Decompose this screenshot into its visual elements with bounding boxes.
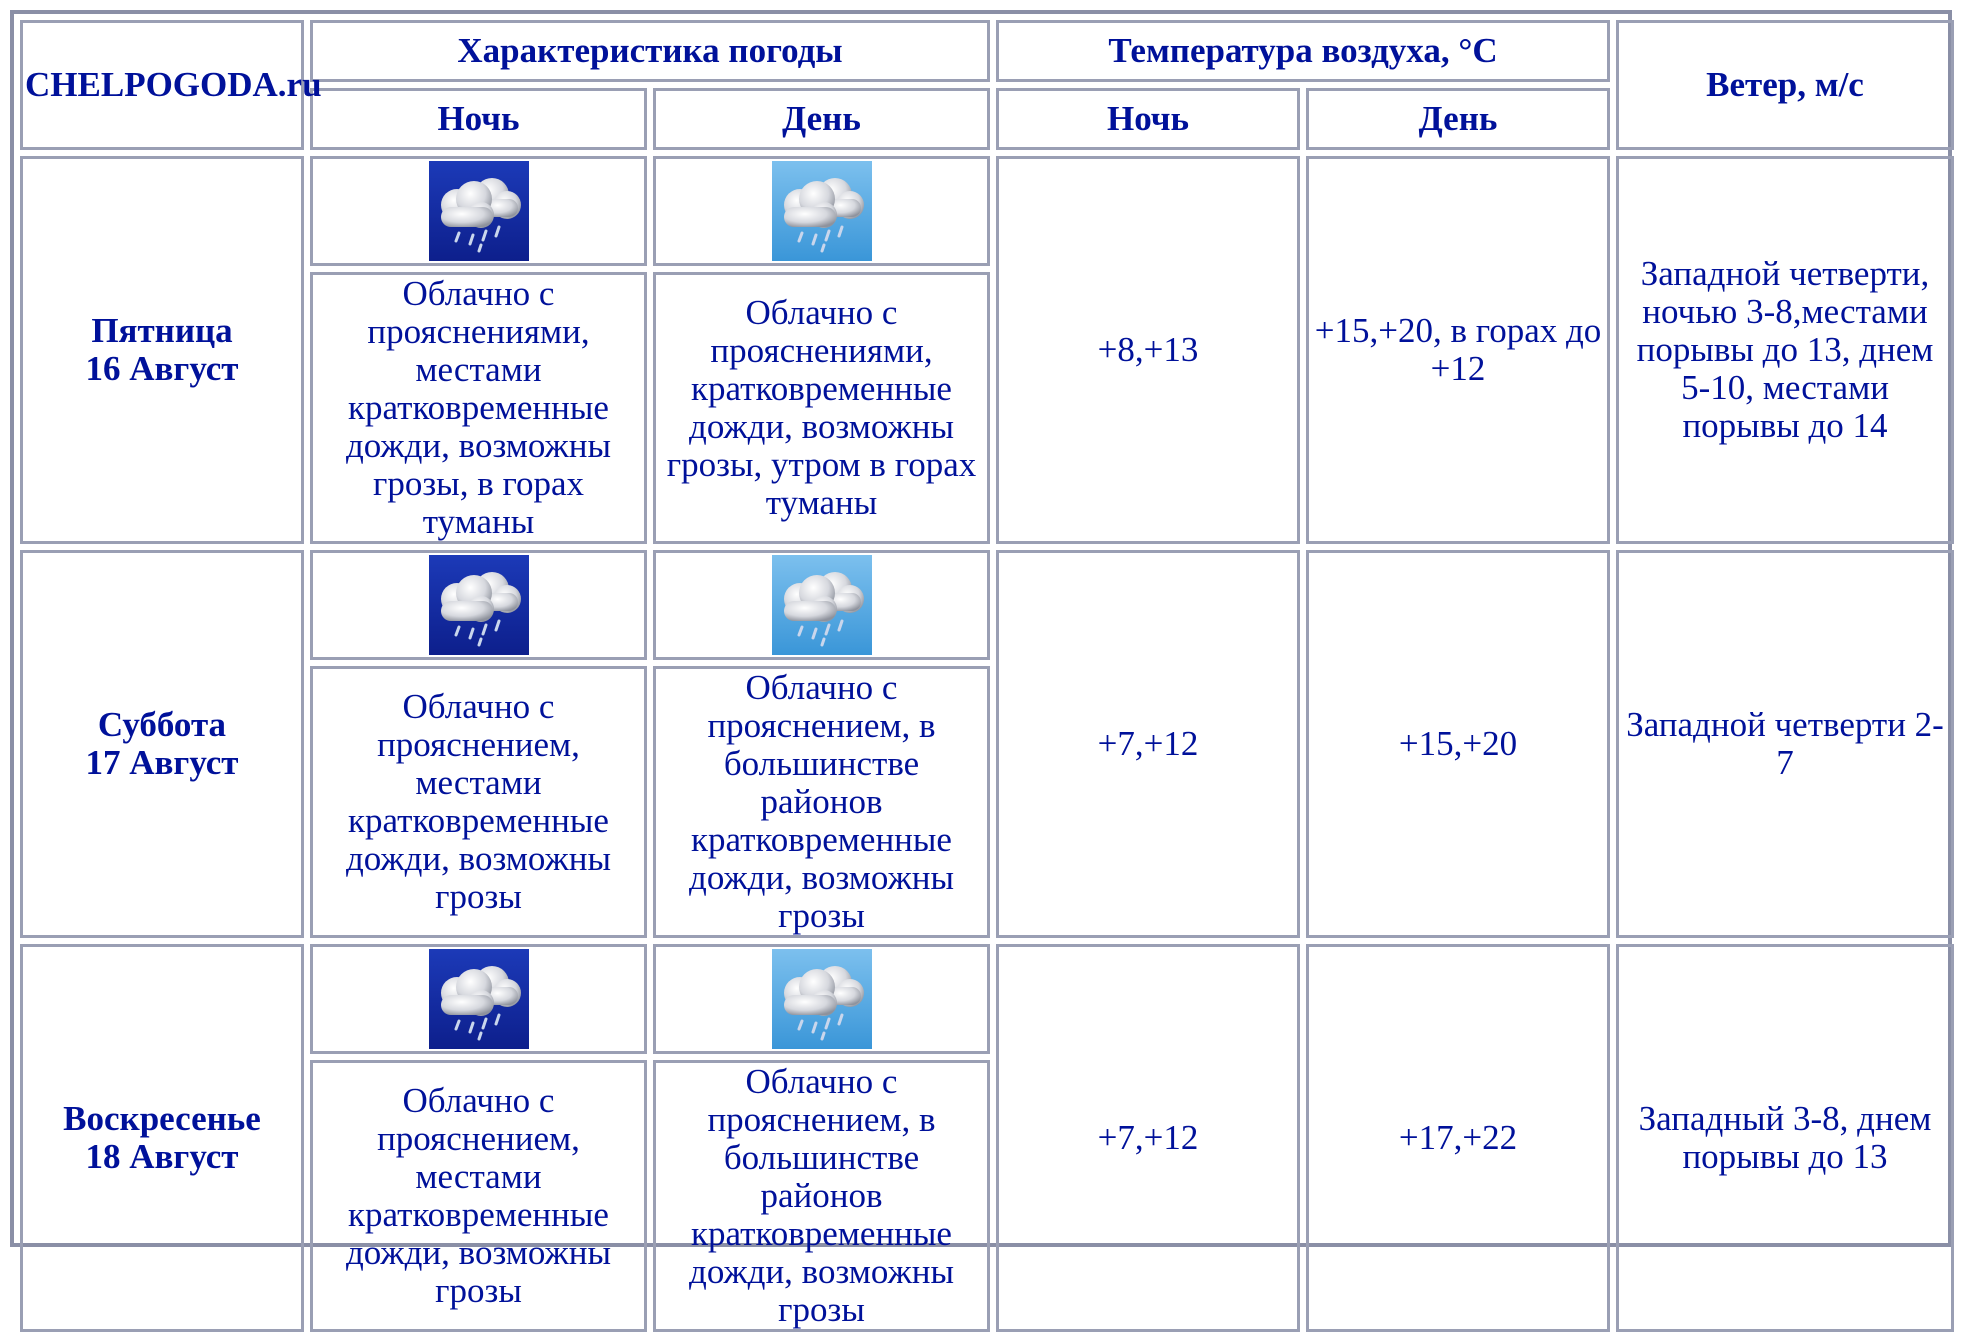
- header-weather-day: День: [653, 88, 990, 150]
- cloud-rain-day-icon: [772, 161, 872, 261]
- header-temp-night: Ночь: [996, 88, 1300, 150]
- temp-day: +17,+22: [1306, 944, 1610, 1332]
- day-icon-cell: [653, 944, 990, 1054]
- site-name[interactable]: CHELPOGODA.ru: [20, 20, 304, 150]
- night-description: Облачно с прояснением, местами кратковременные дожди, возможны грозы: [310, 666, 647, 938]
- header-temperature: Температура воздуха, °C: [996, 20, 1610, 82]
- weekday: Суббота: [97, 705, 227, 744]
- day-icon-cell: [653, 156, 990, 266]
- weekday: Пятница: [91, 311, 233, 350]
- header-wind: Ветер, м/с: [1616, 20, 1954, 150]
- forecast-table: [14, 14, 1960, 1338]
- date: 18 Август: [85, 1137, 239, 1176]
- day-description: Облачно с прояснением, в большинстве районов кратковременные дожди, возможны грозы: [653, 1060, 990, 1332]
- day-row-icons: [20, 550, 1954, 660]
- temp-night: +8,+13: [996, 156, 1300, 544]
- night-icon-cell: [310, 156, 647, 266]
- cloud-rain-day-icon: [772, 555, 872, 655]
- cloud-rain-day-icon: [772, 949, 872, 1049]
- cloud-rain-night-icon: [429, 161, 529, 261]
- night-description: Облачно с прояснением, местами кратковременные дожди, возможны грозы: [310, 1060, 647, 1332]
- night-description: Облачно с прояснениями, местами кратковременные дожди, возможны грозы, в горах туманы: [310, 272, 647, 544]
- cloud-rain-night-icon: [429, 949, 529, 1049]
- day-description: Облачно с прояснениями, кратковременные дожди, возможны грозы, утром в горах туманы: [653, 272, 990, 544]
- day-row-icons: [20, 944, 1954, 1054]
- temp-night: +7,+12: [996, 550, 1300, 938]
- date: 16 Август: [85, 349, 239, 388]
- wind: Западной четверти 2-7: [1616, 550, 1954, 938]
- night-icon-cell: [310, 550, 647, 660]
- header-row-top: [20, 20, 1954, 82]
- day-label: [20, 550, 304, 938]
- day-description: Облачно с прояснением, в большинстве районов кратковременные дожди, возможны грозы: [653, 666, 990, 938]
- forecast-frame: [10, 10, 1952, 1329]
- night-icon-cell: [310, 944, 647, 1054]
- day-icon-cell: [653, 550, 990, 660]
- header-weather-night: Ночь: [310, 88, 647, 150]
- header-temp-day: День: [1306, 88, 1610, 150]
- wind: Западный 3-8, днем порывы до 13: [1616, 944, 1954, 1332]
- weekday: Воскресенье: [63, 1099, 261, 1138]
- day-label: [20, 156, 304, 544]
- day-label: [20, 944, 304, 1332]
- temp-night: +7,+12: [996, 944, 1300, 1332]
- wind: Западной четверти, ночью 3-8,местами порывы до 13, днем 5-10, местами порывы до 14: [1616, 156, 1954, 544]
- header-weather: Характеристика погоды: [310, 20, 990, 82]
- date: 17 Август: [85, 743, 239, 782]
- temp-day: +15,+20, в горах до +12: [1306, 156, 1610, 544]
- cloud-rain-night-icon: [429, 555, 529, 655]
- temp-day: +15,+20: [1306, 550, 1610, 938]
- day-row-icons: [20, 156, 1954, 266]
